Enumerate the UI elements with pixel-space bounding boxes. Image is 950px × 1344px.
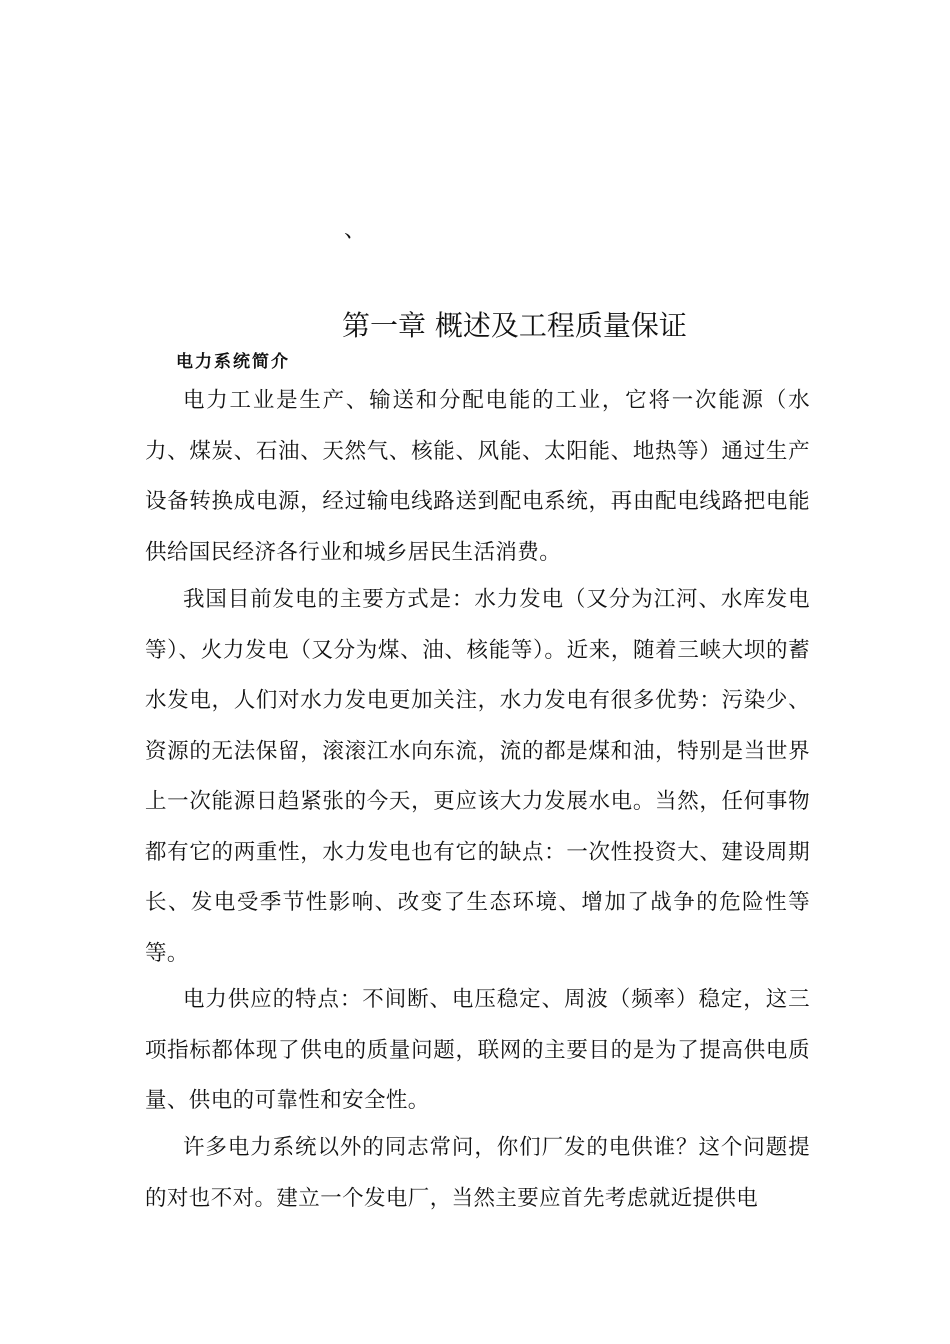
paragraph-2: 我国目前发电的主要方式是：水力发电（又分为江河、水库发电等）、火力发电（又分为煤、油、核能等）。近来，随着三峡大坝的蓄水发电，人们对水力发电更加关注，水力发电有很多优势：污染少、资源的无法保留，滚滚江水向东流，流的都是煤和油，特别是当世界上一次能源日趋紧张的今天，更应该大力发展水电。当然，任何事物都有它的两重性，水力发电也有它的缺点：一次性投资大、建设周期长、发电受季节性影响、改变了生态环境、增加了战争的危险性等等。 xyxy=(145,587,810,966)
section-heading: 电力系统简介 xyxy=(176,352,290,372)
stray-mark: 、 xyxy=(344,218,367,243)
paragraph-1: 电力工业是生产、输送和分配电能的工业，它将一次能源（水力、煤炭、石油、天然气、核能、风能、太阳能、地热等）通过生产设备转换成电源，经过输电线路送到配电系统，再由配电线路把电能供给国民经济各行业和城乡居民生活消费。 xyxy=(145,388,810,565)
paragraph-4: 许多电力系统以外的同志常问，你们厂发的电供谁？这个问题提的对也不对。建立一个发电厂，当然主要应首先考虑就近提供电 xyxy=(145,1135,810,1211)
chapter-title: 第一章 概述及工程质量保证 xyxy=(342,309,687,342)
paragraph-3: 电力供应的特点：不间断、电压稳定、周波（频率）稳定，这三项指标都体现了供电的质量问题，联网的主要目的是为了提高供电质量、供电的可靠性和安全性。 xyxy=(145,987,810,1113)
